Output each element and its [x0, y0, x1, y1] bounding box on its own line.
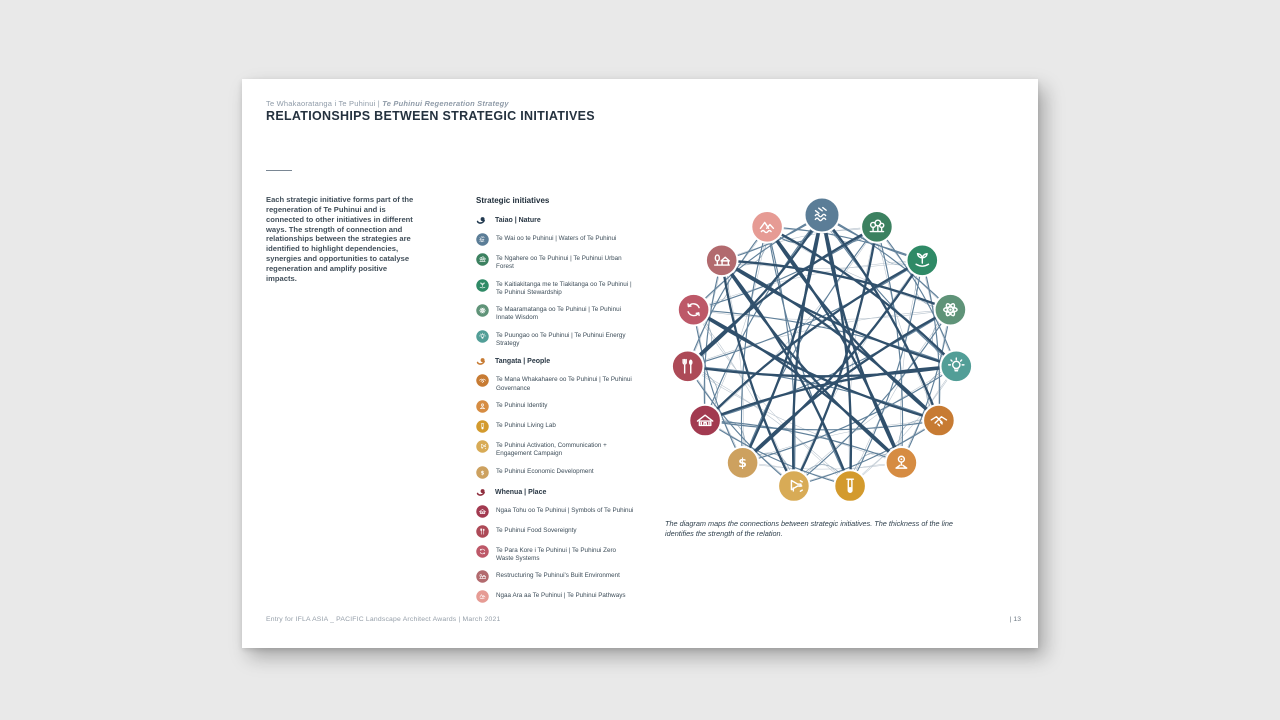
legend-item [476, 440, 640, 459]
governance-icon [476, 374, 489, 387]
document-page [242, 79, 1038, 648]
food-icon [476, 525, 489, 538]
legend-item [476, 400, 640, 413]
section-divider [266, 170, 292, 171]
economic-icon [738, 456, 747, 470]
innate-wisdom-icon [476, 304, 489, 317]
legend-item [476, 233, 640, 246]
node-governance [923, 405, 955, 437]
legend-item [476, 253, 640, 272]
node-stewardship [907, 245, 939, 277]
document-subtitle [266, 99, 509, 108]
legend-item-label: Ngaa Tohu oo Te Puhinui | Symbols of Te Puhinui [496, 506, 634, 514]
node-identity [886, 447, 918, 479]
economic-icon [476, 466, 489, 479]
svg-text:$: $ [480, 469, 485, 476]
page-number: | 13 [1009, 616, 1021, 623]
legend-item-label: Te Wai oo te Puhinui | Waters of Te Puhinui [496, 235, 617, 242]
node-pathways [751, 211, 783, 243]
legend-item [476, 330, 640, 349]
waves-icon [476, 233, 489, 246]
legend-item [476, 279, 640, 298]
stewardship-icon [476, 279, 489, 292]
node-economic [727, 447, 759, 479]
legend-item-label: Te Puhinui Food Sovereignty [496, 526, 577, 534]
legend-item-label: Te Mana Whakahaere oo Te Puhinui | Te Puhinui Governance [496, 376, 632, 392]
strategic-initiatives-legend [476, 196, 640, 610]
node-waters [805, 198, 840, 233]
node-zero-waste [678, 294, 710, 326]
activation-icon [476, 440, 489, 453]
diagram-caption: The diagram maps the connections between strategic initiatives. The thickness of the line identifies the strength of the relation. [665, 519, 953, 539]
living-lab-icon [476, 420, 489, 433]
koru-icon [476, 214, 488, 226]
page-title: RELATIONSHIPS BETWEEN STRATEGIC INITIATIVES [266, 109, 595, 123]
legend-item-label: Te Puhinui Living Lab [496, 421, 556, 429]
legend-item-label: Te Puhinui Activation, Communication + Engagement Campaign [496, 441, 607, 458]
energy-icon [476, 330, 489, 343]
legend-item [476, 525, 640, 538]
node-built-environment [706, 245, 738, 277]
legend-item-label: Restructuring Te Puhinui's Built Environment [496, 572, 620, 580]
intro-paragraph: Each strategic initiative forms part of the regeneration of Te Puhinui and is connected to other initiatives in different ways. The strength of connection and relationships between the strategies are identified to highlight dependencies, synergies and opportunities to catalyse regeneration and amplify positive impacts. [266, 195, 414, 283]
legend-item [476, 466, 640, 479]
legend-item-label: Te Para Kore i Te Puhinui | Te Puhinui Zero Waste Systems [496, 546, 617, 562]
svg-text:$: $ [738, 456, 747, 471]
koru-icon [476, 355, 488, 367]
node-innate-wisdom [935, 294, 967, 326]
node-urban-forest [861, 211, 893, 243]
legend-item [476, 304, 640, 323]
diagram-center-gap [811, 341, 833, 363]
urban-forest-icon [476, 253, 489, 266]
node-activation [778, 470, 810, 502]
node-food [672, 351, 704, 383]
legend-section [476, 355, 640, 367]
subtitle-plain: Te Whakaoratanga i Te Puhinui | [266, 99, 380, 108]
legend-section-label: Tangata | People [495, 358, 551, 366]
koru-icon [476, 486, 488, 498]
legend-item-label: Te Kaitiakitanga me te Tiakitanga oo Te Puhinui | Te Puhinui Stewardship [496, 280, 632, 296]
legend-item-label: Te Maaramatanga oo Te Puhinui | Te Puhinui Innate Wisdom [496, 306, 621, 322]
legend-item-label: Ngaa Ara aa Te Puhinui | Te Puhinui Pathways [496, 592, 626, 600]
zero-waste-icon [476, 545, 489, 558]
symbols-icon [476, 505, 489, 518]
legend-section-label: Whenua | Place [495, 488, 547, 496]
legend-section [476, 486, 640, 498]
pathways-icon [476, 590, 489, 603]
legend-heading: Strategic initiatives [476, 196, 550, 205]
legend-section [476, 214, 640, 226]
legend-item-label: Te Puhinui Identity [496, 401, 548, 409]
node-energy [941, 351, 973, 383]
legend-item [476, 590, 640, 603]
footer-text: Entry for IFLA ASIA _ PACIFIC Landscape Architect Awards | March 2021 [266, 616, 501, 623]
built-environment-icon [476, 570, 489, 583]
legend-item [476, 420, 640, 433]
identity-icon [476, 400, 489, 413]
legend-item [476, 570, 640, 583]
network-diagram [642, 172, 1002, 532]
node-symbols [689, 405, 721, 437]
legend-item-label: Te Puhinui Economic Development [496, 467, 594, 475]
legend-item-label: Te Puungao oo Te Puhinui | Te Puhinui Energy Strategy [496, 331, 626, 348]
legend-item-label: Te Ngahere oo Te Puhinui | Te Puhinui Urban Forest [496, 255, 622, 271]
node-living-lab [834, 470, 866, 502]
legend-item [476, 545, 640, 564]
legend-item [476, 505, 640, 518]
legend-section-label: Taiao | Nature [495, 217, 541, 224]
legend-item [476, 374, 640, 393]
subtitle-italic: Te Puhinui Regeneration Strategy [382, 99, 509, 108]
